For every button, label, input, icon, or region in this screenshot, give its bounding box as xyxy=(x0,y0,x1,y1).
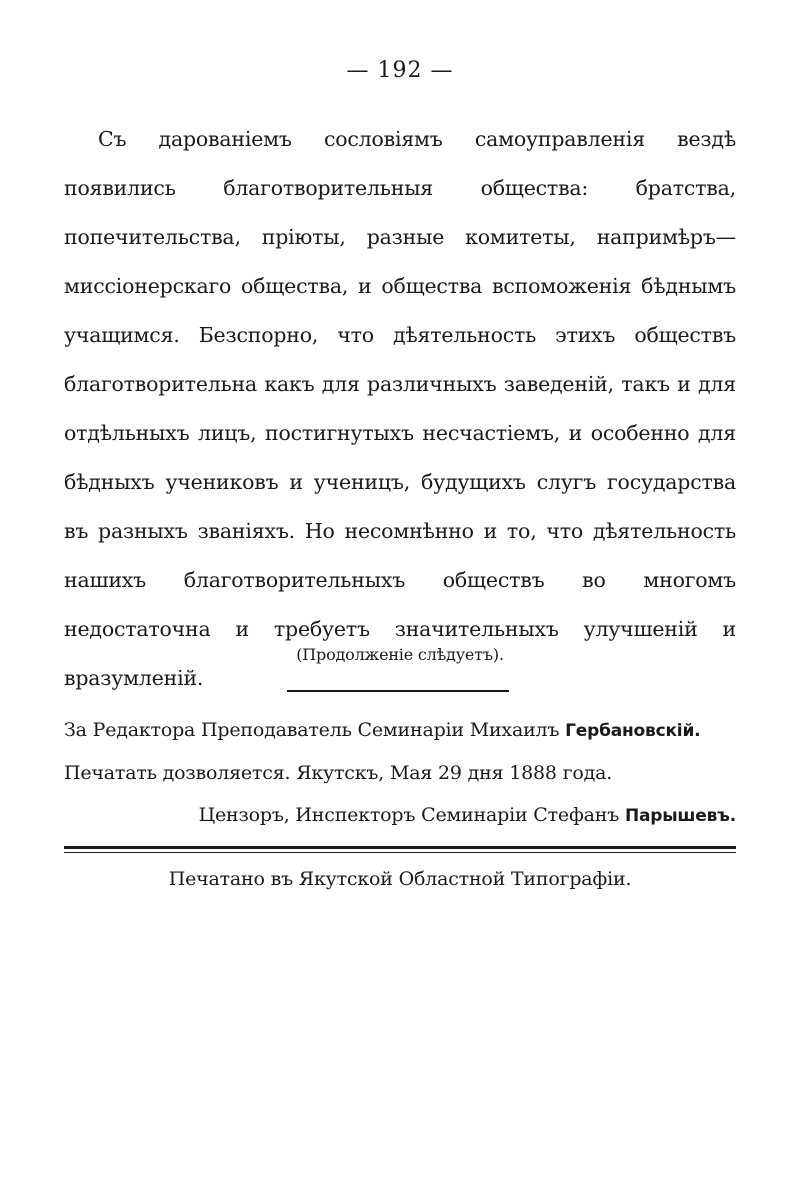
editor-name: Гербановскій. xyxy=(565,721,701,741)
editor-line xyxy=(64,719,736,741)
editor-prefix: За Редактора Преподаватель Семинаріи Михаилъ xyxy=(64,719,566,741)
body-paragraph: Съ дарованіемъ сословіямъ самоуправленія вездѣ появились благотворительныя общества: братства, попечительства, пріюты, разные комитеты, напримѣръ—миссіонерскаго общества, и общества вспоможенія бѣднымъ учащимся. Безспорно, что дѣятельность этихъ обществъ благотворительна какъ для различныхъ заведеній, такъ и для отдѣльныхъ лицъ, постигнутыхъ несчастіемъ, и особенно для бѣдныхъ учениковъ и ученицъ, будущихъ слугъ государства въ разныхъ званіяхъ. Но несомнѣнно и то, что дѣятельность нашихъ благотворительныхъ обществъ во многомъ недостаточна и требуетъ значительныхъ улучшеній и вразумленій. xyxy=(64,127,736,690)
censor-name: Парышевъ. xyxy=(624,806,736,826)
page-number: — 192 — xyxy=(346,58,454,83)
body-text-block xyxy=(64,115,736,703)
censor-prefix: Цензоръ, Инспекторъ Семинаріи Стефанъ xyxy=(198,804,625,826)
double-divider xyxy=(64,846,736,853)
continuation-note: (Продолженіе слѣдуетъ). xyxy=(296,645,504,664)
censor-line xyxy=(199,804,736,826)
printer-imprint: Печатано въ Якутской Областной Типографіи. xyxy=(168,868,632,890)
short-divider xyxy=(287,690,509,692)
permission-line: Печатать дозволяется. Якутскъ, Мая 29 дня 1888 года. xyxy=(64,762,613,784)
